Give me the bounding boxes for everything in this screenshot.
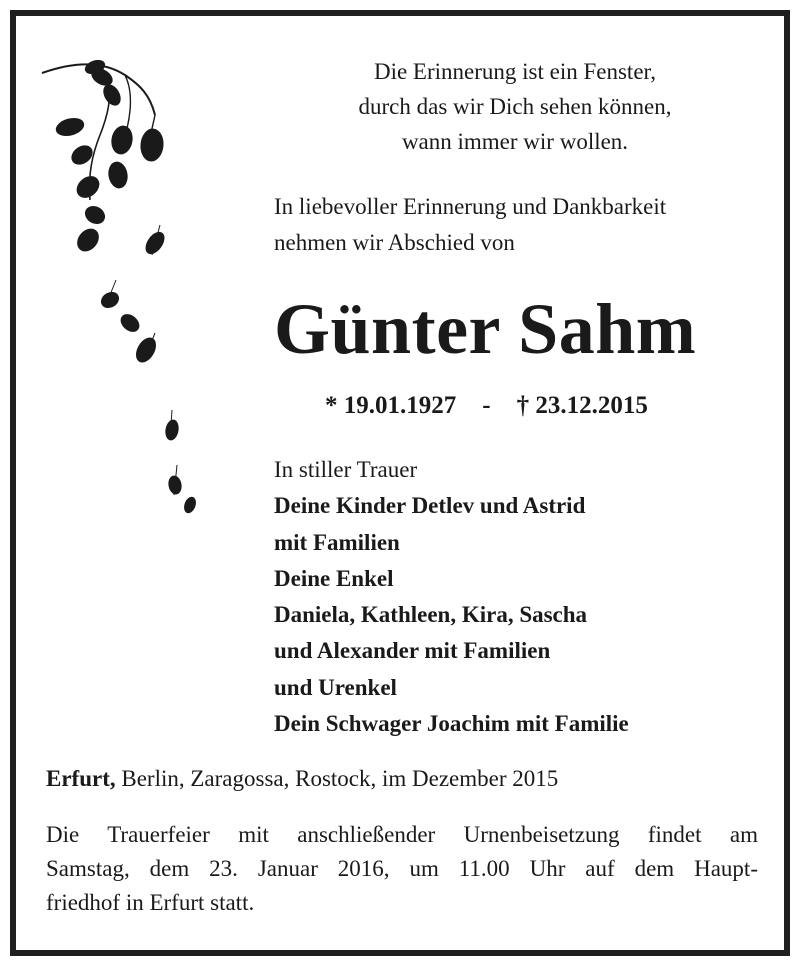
- mourner-line: Daniela, Kathleen, Kira, Sascha: [274, 602, 588, 628]
- notice-line: friedhof in Erfurt statt.: [46, 890, 255, 915]
- notice-line: Samstag, dem 23. Januar 2016, um 11.00 Uhr auf dem Haupt-: [46, 856, 758, 881]
- quote-line: Die Erinnerung ist ein Fenster,: [373, 59, 657, 84]
- place-city: Erfurt,: [46, 766, 116, 791]
- mourners-list: [274, 452, 629, 742]
- date-separator: -: [482, 392, 491, 419]
- place-rest: Berlin, Zaragossa, Rostock, im Dezember 2015: [115, 766, 559, 791]
- life-dates: [325, 392, 648, 420]
- funeral-notice: [46, 818, 758, 920]
- intro-line: nehmen wir Abschied von: [274, 230, 515, 255]
- place-date-line: [46, 766, 558, 792]
- mourners-heading: In stiller Trauer: [274, 457, 418, 482]
- memorial-quote: [300, 54, 730, 159]
- mourner-line: mit Familien: [274, 529, 400, 555]
- deceased-name: Günter Sahm: [274, 289, 697, 369]
- mourner-line: Dein Schwager Joachim mit Familie: [274, 711, 629, 737]
- mourner-line: Deine Enkel: [274, 565, 394, 591]
- falling-leaves-branch-icon: [40, 55, 210, 525]
- mourner-line: und Alexander mit Familien: [274, 638, 551, 664]
- birth-date: * 19.01.1927: [325, 392, 457, 419]
- farewell-intro: [274, 189, 666, 261]
- death-date: † 23.12.2015: [516, 392, 648, 419]
- intro-line: In liebevoller Erinnerung und Dankbarkeit: [274, 194, 667, 219]
- quote-line: durch das wir Dich sehen können,: [358, 94, 672, 119]
- quote-line: wann immer wir wollen.: [401, 129, 629, 154]
- notice-line: Die Trauerfeier mit anschließender Urnenbeisetzung findet am: [46, 822, 758, 847]
- mourner-line: Deine Kinder Detlev und Astrid: [274, 493, 586, 519]
- mourner-line: und Urenkel: [274, 674, 397, 700]
